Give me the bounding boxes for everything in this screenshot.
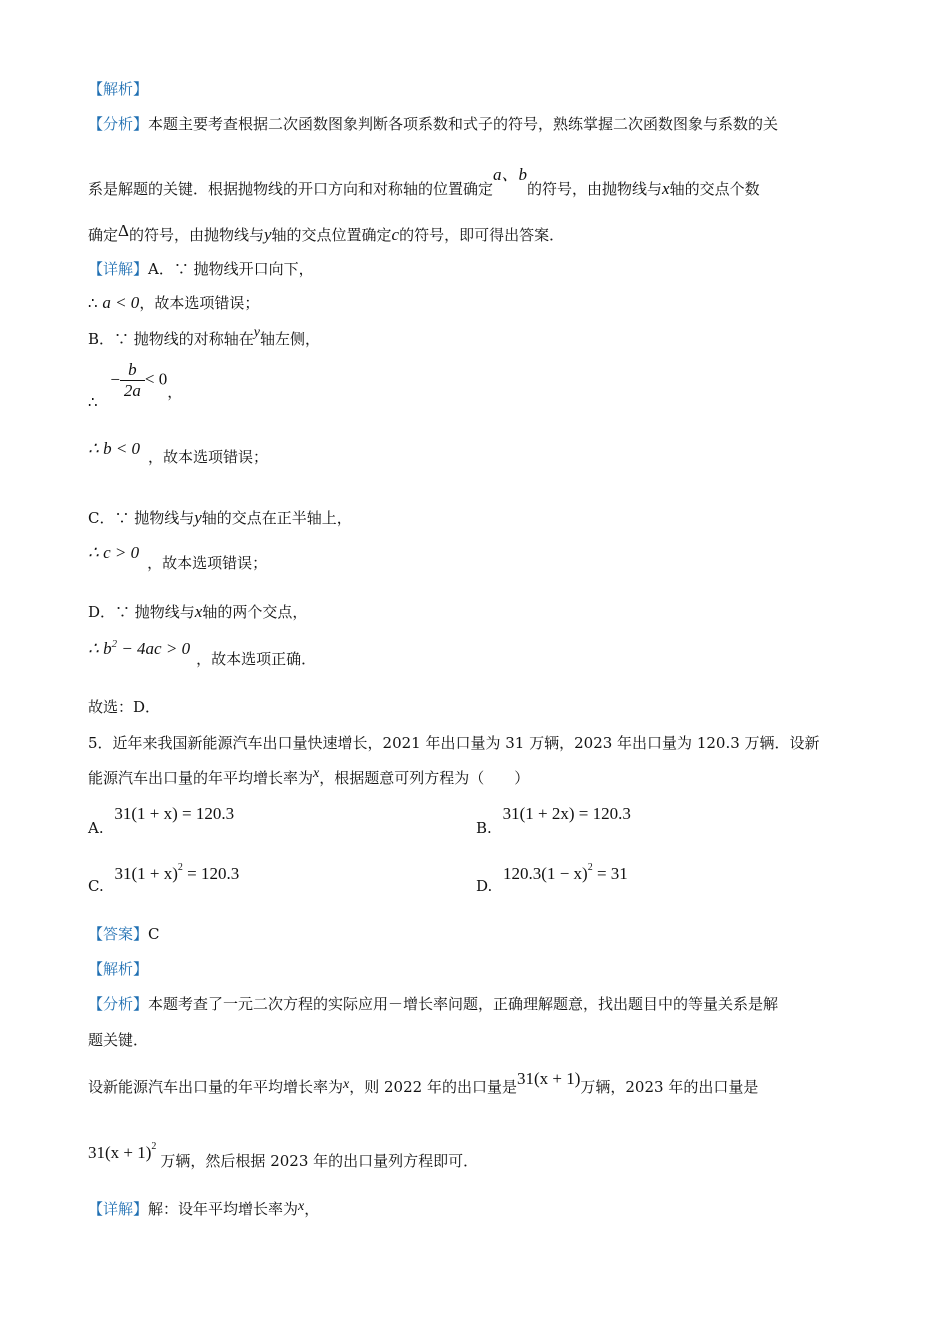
analysis-text-1: 本题主要考查根据二次函数图象判断各项系数和式子的符号，熟练掌握二次函数图象与系数的关: [148, 115, 779, 133]
explain-text-2b: 万辆，然后根据 2023 年的出口量列方程即可．: [160, 1152, 479, 1170]
option-C[interactable]: [88, 862, 240, 896]
analysis-tag-2: 【分析】: [88, 995, 149, 1013]
option-A[interactable]: [88, 804, 235, 838]
math-31-x-plus-1: 31(x + 1): [516, 1069, 581, 1088]
math-a-b: a、b: [493, 165, 528, 184]
q5-stem-1: 5．近年来我国新能源汽车出口量快速增长，2021 年出口量为 31 万辆，2023 年出口量为 120.3 万辆．设新: [88, 734, 820, 752]
option-C-math-b: = 120.3: [182, 864, 240, 883]
analysis-line-1: [88, 113, 778, 134]
math-x-explain: x: [343, 1077, 350, 1092]
math-minus-4ac: − 4ac > 0: [117, 639, 191, 658]
therefore-symbol-B: ∴: [88, 392, 98, 411]
math-lt-0: < 0: [144, 369, 168, 389]
option-B-math: 31(1 + 2x) = 120.3: [502, 804, 631, 823]
math-c: c: [391, 225, 400, 244]
option-A-label: A.: [88, 819, 104, 837]
analysis2-line-2: 题关键．: [88, 1031, 149, 1049]
answer-tag: 【答案】: [88, 925, 149, 943]
math-sup-2: 2: [111, 638, 118, 650]
analysis-tag-1: 【分析】: [88, 115, 149, 133]
option-D-math-b: = 31: [592, 864, 628, 883]
therefore-symbol: ∴: [88, 294, 98, 312]
explain-text-1b: ，则 2022 年的出口量是: [349, 1078, 517, 1096]
option-D-math-a: 120.3(1 − x): [503, 864, 588, 883]
C-line: [88, 507, 352, 528]
D-line: [88, 601, 307, 622]
option-C-label: C.: [88, 877, 104, 895]
D-text-a: D．∵ 抛物线与: [88, 603, 195, 621]
detail-A-text: A．∵ 抛物线开口向下，: [148, 260, 314, 278]
fraction-b-over-2a: [120, 360, 145, 401]
analysis2-text-1: 本题考查了一元二次方程的实际应用－增长率问题，正确理解题意，找出题目中的等量关系是解: [148, 995, 779, 1013]
comma: ，: [167, 382, 183, 401]
option-A-math: 31(1 + x) = 120.3: [114, 804, 235, 823]
detail-tag-2: 【详解】: [88, 1200, 149, 1218]
C2-line: [88, 543, 268, 573]
detail2-text-b: ，: [304, 1200, 320, 1218]
choose-line: 故选：D．: [88, 698, 161, 716]
B-end-text: 轴左侧，: [260, 330, 321, 348]
math-31-x-plus-1-sq: 31(x + 1): [88, 1143, 152, 1162]
option-B-label: B.: [476, 819, 492, 837]
explain-text-1c: 万辆，2023 年的出口量是: [580, 1078, 759, 1096]
analysis-text-2b: 的符号，由抛物线与: [527, 180, 663, 198]
analysis-line-2: [88, 165, 760, 199]
option-B[interactable]: [476, 804, 631, 838]
fraction-denominator: 2a: [123, 381, 141, 400]
D2-end-text: ，故本选项正确．: [196, 650, 317, 668]
option-D-sup: 2: [587, 862, 593, 873]
math-y: y: [263, 225, 272, 244]
math-a-lt-0: a < 0: [102, 293, 140, 312]
C-text-a: C．∵ 抛物线与: [88, 509, 195, 527]
C2-end-text: ，故本选项错误；: [147, 554, 268, 572]
explain-text-1a: 设新能源汽车出口量的年平均增长率为: [88, 1078, 344, 1096]
option-C-sup: 2: [177, 862, 183, 873]
math-b: ∴ b: [88, 639, 112, 658]
analysis-text-2a: 系是解题的关键．根据抛物线的开口方向和对称轴的位置确定: [88, 180, 494, 198]
math-x-q5: x: [313, 766, 320, 781]
analysis-text-2c: 轴的交点个数: [669, 180, 760, 198]
answer-line: [88, 923, 160, 944]
q5-stem-2: [88, 767, 529, 788]
B2-end-text: ，故本选项错误；: [148, 448, 269, 466]
B2-line: [88, 439, 269, 467]
analysis-text-3d: 的符号，即可得出答案．: [399, 226, 565, 244]
D-text-b: 轴的两个交点，: [202, 603, 308, 621]
analysis-text-3a: 确定: [88, 226, 119, 244]
detail2-text-a: 解：设年平均增长率为: [148, 1200, 299, 1218]
math-y-B: y: [253, 325, 261, 340]
analysis-line-3: [88, 221, 565, 245]
option-C-math-a: 31(1 + x): [114, 864, 178, 883]
A-end-text: ，故本选项错误；: [139, 294, 260, 312]
math-x-D: x: [194, 602, 203, 621]
option-D[interactable]: [476, 862, 628, 896]
D2-line: [88, 638, 317, 669]
math-c-gt-0: ∴ c > 0: [88, 543, 140, 562]
option-D-label: D.: [476, 877, 493, 895]
q5-stem-2b: ，根据题意可列方程为（ ）: [319, 769, 530, 787]
A-conclusion: [88, 292, 259, 313]
jiexi-tag-2: 【解析】: [88, 960, 149, 978]
answer-value: C: [148, 925, 160, 943]
detail2-line: [88, 1198, 319, 1219]
math-x-detail: x: [298, 1199, 305, 1214]
analysis-text-3b: 的符号，由抛物线与: [128, 226, 264, 244]
analysis2-line-1: [88, 993, 778, 1014]
math-delta: Δ: [118, 221, 129, 240]
math-y-C: y: [194, 508, 202, 527]
B-fraction-line: [88, 360, 183, 411]
explain-line-2: [88, 1141, 479, 1171]
math-b-lt-0: ∴ b < 0: [88, 439, 141, 458]
jiexi-tag-1: 【解析】: [88, 80, 149, 98]
q5-stem-2a: 能源汽车出口量的年平均增长率为: [88, 769, 314, 787]
C-text-b: 轴的交点在正半轴上，: [201, 509, 352, 527]
detail-A-line: [88, 258, 314, 279]
fraction-numerator: b: [120, 360, 145, 381]
analysis-text-3c: 轴的交点位置确定: [271, 226, 392, 244]
math-x: x: [662, 179, 670, 198]
detail-tag-1: 【详解】: [88, 260, 149, 278]
minus-sign: −: [110, 369, 120, 389]
math-sup-2-explain: 2: [151, 1141, 157, 1152]
B-line: [88, 325, 321, 349]
explain-line-1: [88, 1069, 759, 1097]
B-text: B．∵ 抛物线的对称轴在: [88, 330, 254, 348]
